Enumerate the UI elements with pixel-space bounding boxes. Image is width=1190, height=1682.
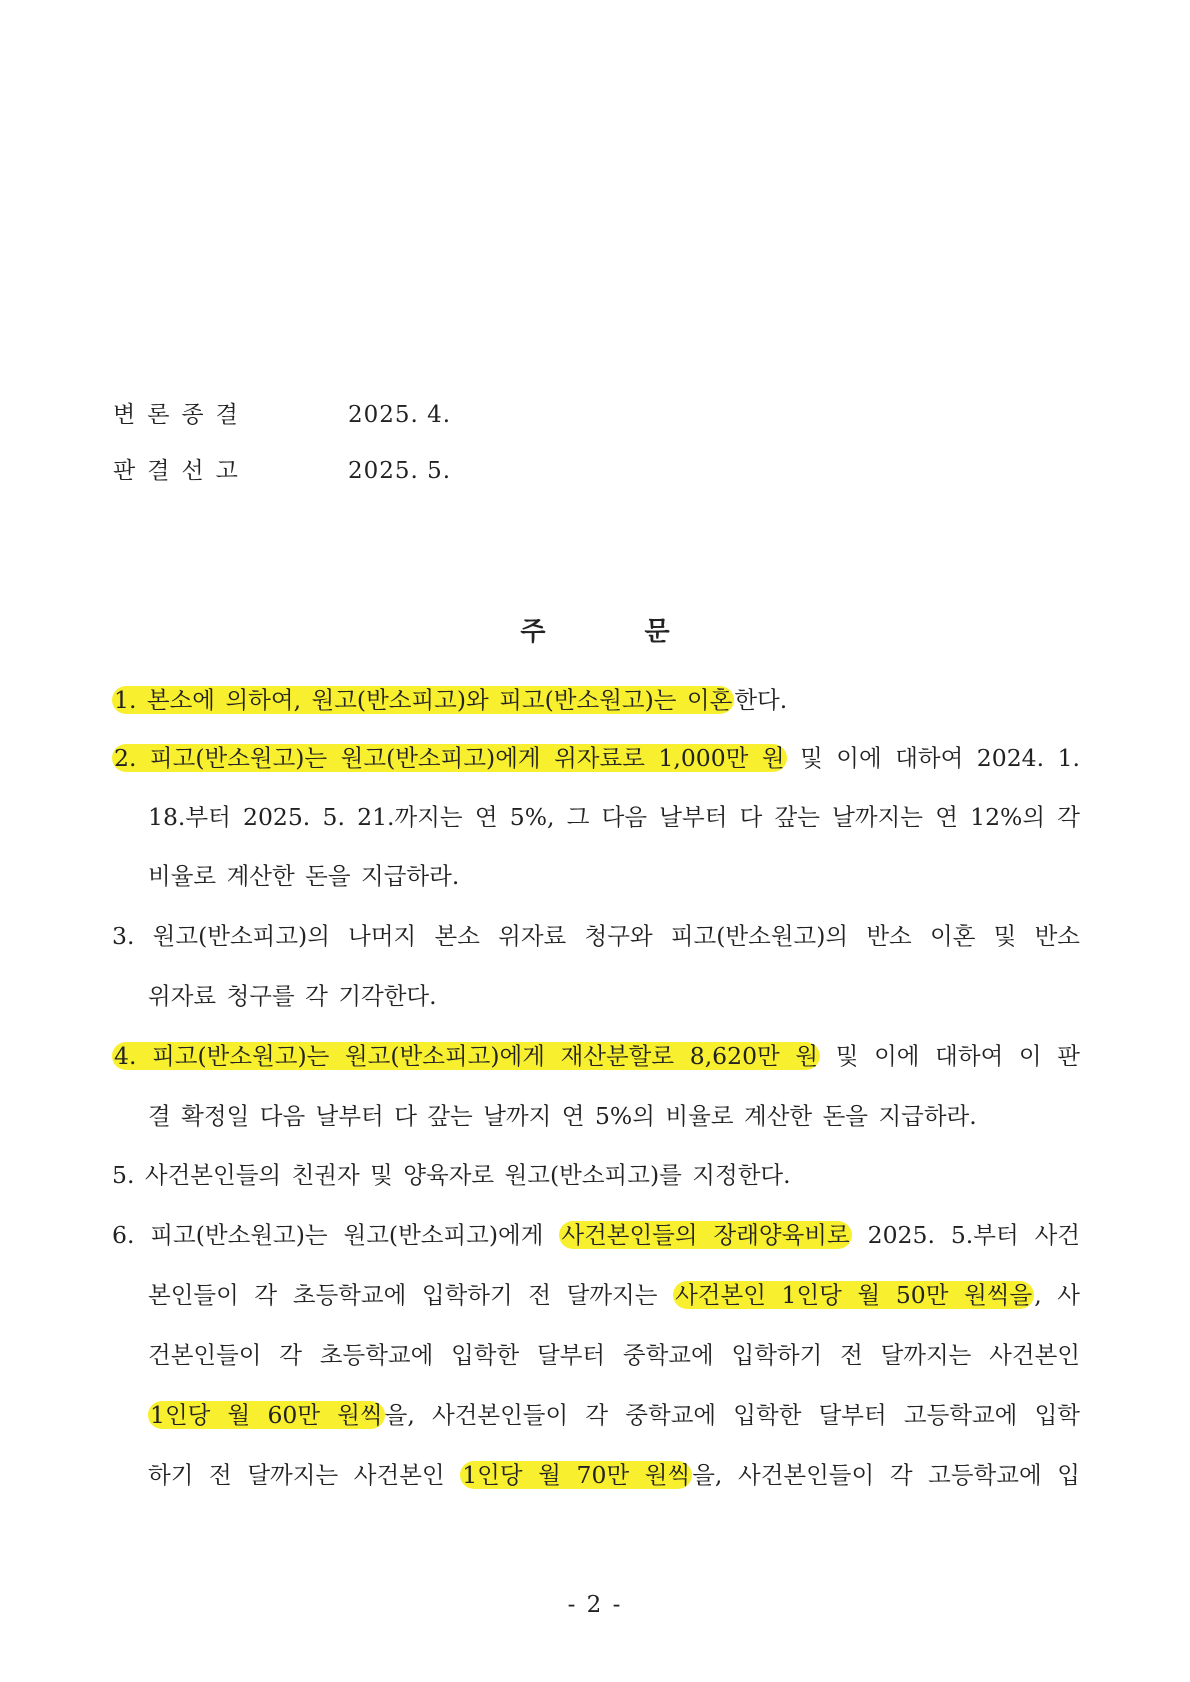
order-item-6-line-1 — [112, 1215, 1080, 1255]
order-item-2-line-1 — [112, 738, 1080, 778]
order-item-6-line-2 — [148, 1275, 1080, 1315]
highlighted-text: 4. 피고(반소원고)는 원고(반소피고)에게 재산분할로 8,620만 원 — [114, 1042, 819, 1070]
text-span: 6. 피고(반소원고)는 원고(반소피고)에게 — [112, 1221, 560, 1249]
text-span: 2025. 5.부터 사건 — [851, 1221, 1080, 1249]
highlighted-text: 1인당 월 60만 원씩 — [150, 1401, 383, 1429]
order-item-6-line-5 — [148, 1455, 1080, 1495]
highlighted-text: 1인당 월 70만 원씩 — [462, 1461, 691, 1489]
highlighted-text: 1. 본소에 의하여, 원고(반소피고)와 피고(반소원고)는 이혼 — [114, 686, 733, 714]
order-item-4-line-1 — [112, 1036, 1080, 1076]
judgment-date-label: 판결선고 — [113, 458, 250, 484]
highlighted-text: 사건본인 1인당 월 50만 원씩을 — [675, 1281, 1033, 1309]
text-span: 및 이에 대하여 2024. 1. — [786, 744, 1080, 772]
text-span: 본인들이 각 초등학교에 입학하기 전 달까지는 — [148, 1281, 674, 1309]
text-span: 을, 사건본인들이 각 고등학교에 입 — [692, 1461, 1080, 1489]
text-span: 한다. — [734, 686, 788, 714]
judgment-date-row — [113, 454, 451, 488]
argument-closing-date: 2025. 4. — [348, 402, 452, 428]
argument-closing-row — [113, 398, 451, 432]
order-item-2-line-3: 비율로 계산한 돈을 지급하라. — [148, 862, 460, 890]
page-number: - 2 - — [567, 1592, 623, 1618]
judgment-date-value: 2025. 5. — [348, 458, 452, 484]
order-item-6-line-4 — [148, 1395, 1080, 1435]
order-item-5-line-1: 5. 사건본인들의 친권자 및 양육자로 원고(반소피고)를 지정한다. — [112, 1161, 791, 1189]
order-item-2-line-2: 18.부터 2025. 5. 21.까지는 연 5%, 그 다음 날부터 다 갚는 날까지는 연 12%의 각 — [148, 803, 1080, 831]
order-item-1 — [112, 680, 787, 720]
text-span: 하기 전 달까지는 사건본인 — [148, 1461, 461, 1489]
argument-closing-label: 변론종결 — [113, 402, 250, 428]
highlighted-text: 사건본인들의 장래양육비로 — [561, 1221, 850, 1249]
text-span: 및 이에 대하여 이 판 — [820, 1042, 1080, 1070]
order-item-3-line-2: 위자료 청구를 각 기각한다. — [148, 982, 437, 1010]
highlighted-text: 2. 피고(반소원고)는 원고(반소피고)에게 위자료로 1,000만 원 — [114, 744, 785, 772]
order-item-4-line-2: 결 확정일 다음 날부터 다 갚는 날까지 연 5%의 비율로 계산한 돈을 지급하라. — [148, 1102, 977, 1130]
text-span: 을, 사건본인들이 각 중학교에 입학한 달부터 고등학교에 입학 — [384, 1401, 1080, 1429]
text-span: , 사 — [1034, 1281, 1080, 1309]
order-item-6-line-3: 건본인들이 각 초등학교에 입학한 달부터 중학교에 입학하기 전 달까지는 사건본인 — [148, 1341, 1080, 1369]
section-title: 주 문 — [520, 617, 670, 647]
order-item-3-line-1: 3. 원고(반소피고)의 나머지 본소 위자료 청구와 피고(반소원고)의 반소 이혼 및 반소 — [112, 922, 1080, 950]
